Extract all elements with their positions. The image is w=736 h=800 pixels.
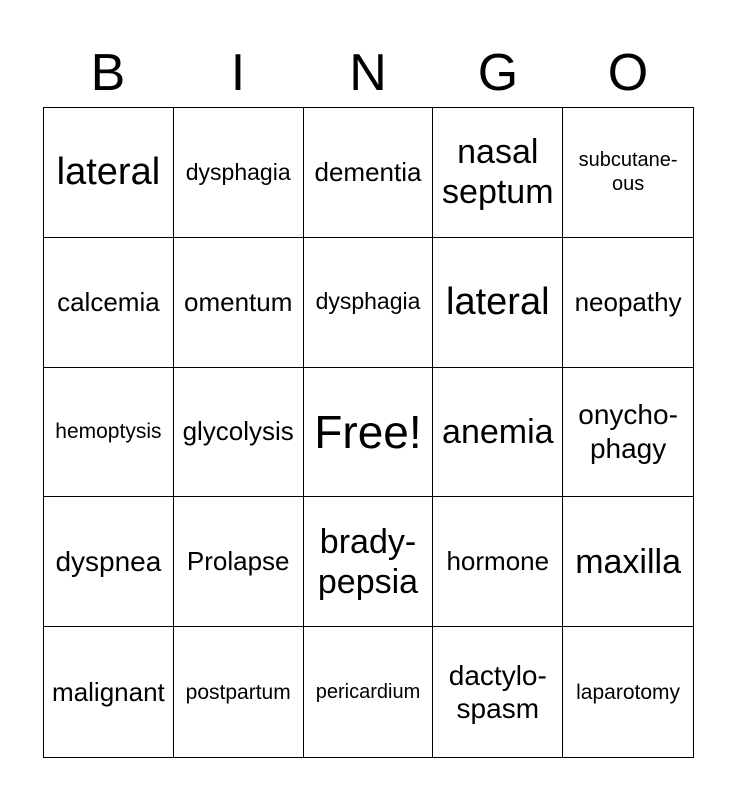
free-text: Free! <box>314 405 422 458</box>
bingo-cell[interactable] <box>433 497 563 627</box>
bingo-cell[interactable] <box>563 238 693 368</box>
cell-text: hemoptysis <box>55 420 162 444</box>
cell-text: brady- pepsia <box>317 522 419 601</box>
cell-text: glycolysis <box>182 416 294 447</box>
cell-text: maxilla <box>575 542 681 581</box>
header-letter-g: G <box>477 44 519 102</box>
cell-text: nasal septum <box>442 133 554 212</box>
cell-text: postpartum <box>185 680 291 704</box>
bingo-cell[interactable] <box>433 627 563 757</box>
bingo-board <box>43 107 694 758</box>
bingo-header <box>43 40 693 106</box>
bingo-cell[interactable] <box>563 108 693 238</box>
cell-text: onycho- phagy <box>578 399 678 464</box>
cell-text: dactylo- spasm <box>448 659 547 725</box>
cell-text: dementia <box>314 156 422 187</box>
cell-text: subcutane- ous <box>578 149 678 196</box>
cell-text: laparotomy <box>576 680 681 704</box>
cell-text: lateral <box>56 151 161 194</box>
bingo-cell[interactable] <box>44 108 174 238</box>
bingo-cell[interactable] <box>44 368 174 498</box>
cell-text: calcemia <box>57 286 160 317</box>
bingo-cell[interactable] <box>433 108 563 238</box>
bingo-cell[interactable] <box>433 368 563 498</box>
cell-text: neopathy <box>574 286 682 317</box>
bingo-cell[interactable] <box>44 627 174 757</box>
bingo-cell[interactable] <box>44 497 174 627</box>
bingo-cell[interactable] <box>304 627 434 757</box>
cell-text: dysphagia <box>315 288 421 315</box>
bingo-cell[interactable] <box>304 108 434 238</box>
header-letter-o: O <box>607 44 649 102</box>
bingo-cell[interactable] <box>44 238 174 368</box>
cell-text: omentum <box>184 286 293 317</box>
cell-text: lateral <box>446 280 550 323</box>
bingo-cell[interactable] <box>174 108 304 238</box>
bingo-cell[interactable] <box>174 238 304 368</box>
header-letter-n: N <box>349 44 387 102</box>
cell-text: Prolapse <box>186 546 290 577</box>
bingo-cell[interactable] <box>304 238 434 368</box>
cell-text: pericardium <box>315 681 421 704</box>
bingo-cell[interactable] <box>433 238 563 368</box>
cell-text: dyspnea <box>55 545 162 577</box>
bingo-cell[interactable] <box>563 368 693 498</box>
bingo-cell[interactable] <box>563 627 693 757</box>
header-letter-i: I <box>230 44 246 102</box>
cell-text: dysphagia <box>185 158 291 185</box>
cell-text: anemia <box>442 412 554 451</box>
bingo-cell[interactable] <box>174 627 304 757</box>
cell-text: malignant <box>52 676 165 707</box>
header-letter-b: B <box>90 44 126 102</box>
free-space[interactable] <box>304 368 434 498</box>
bingo-cell[interactable] <box>304 497 434 627</box>
cell-text: hormone <box>446 546 550 577</box>
bingo-cell[interactable] <box>174 497 304 627</box>
bingo-cell[interactable] <box>174 368 304 498</box>
bingo-cell[interactable] <box>563 497 693 627</box>
